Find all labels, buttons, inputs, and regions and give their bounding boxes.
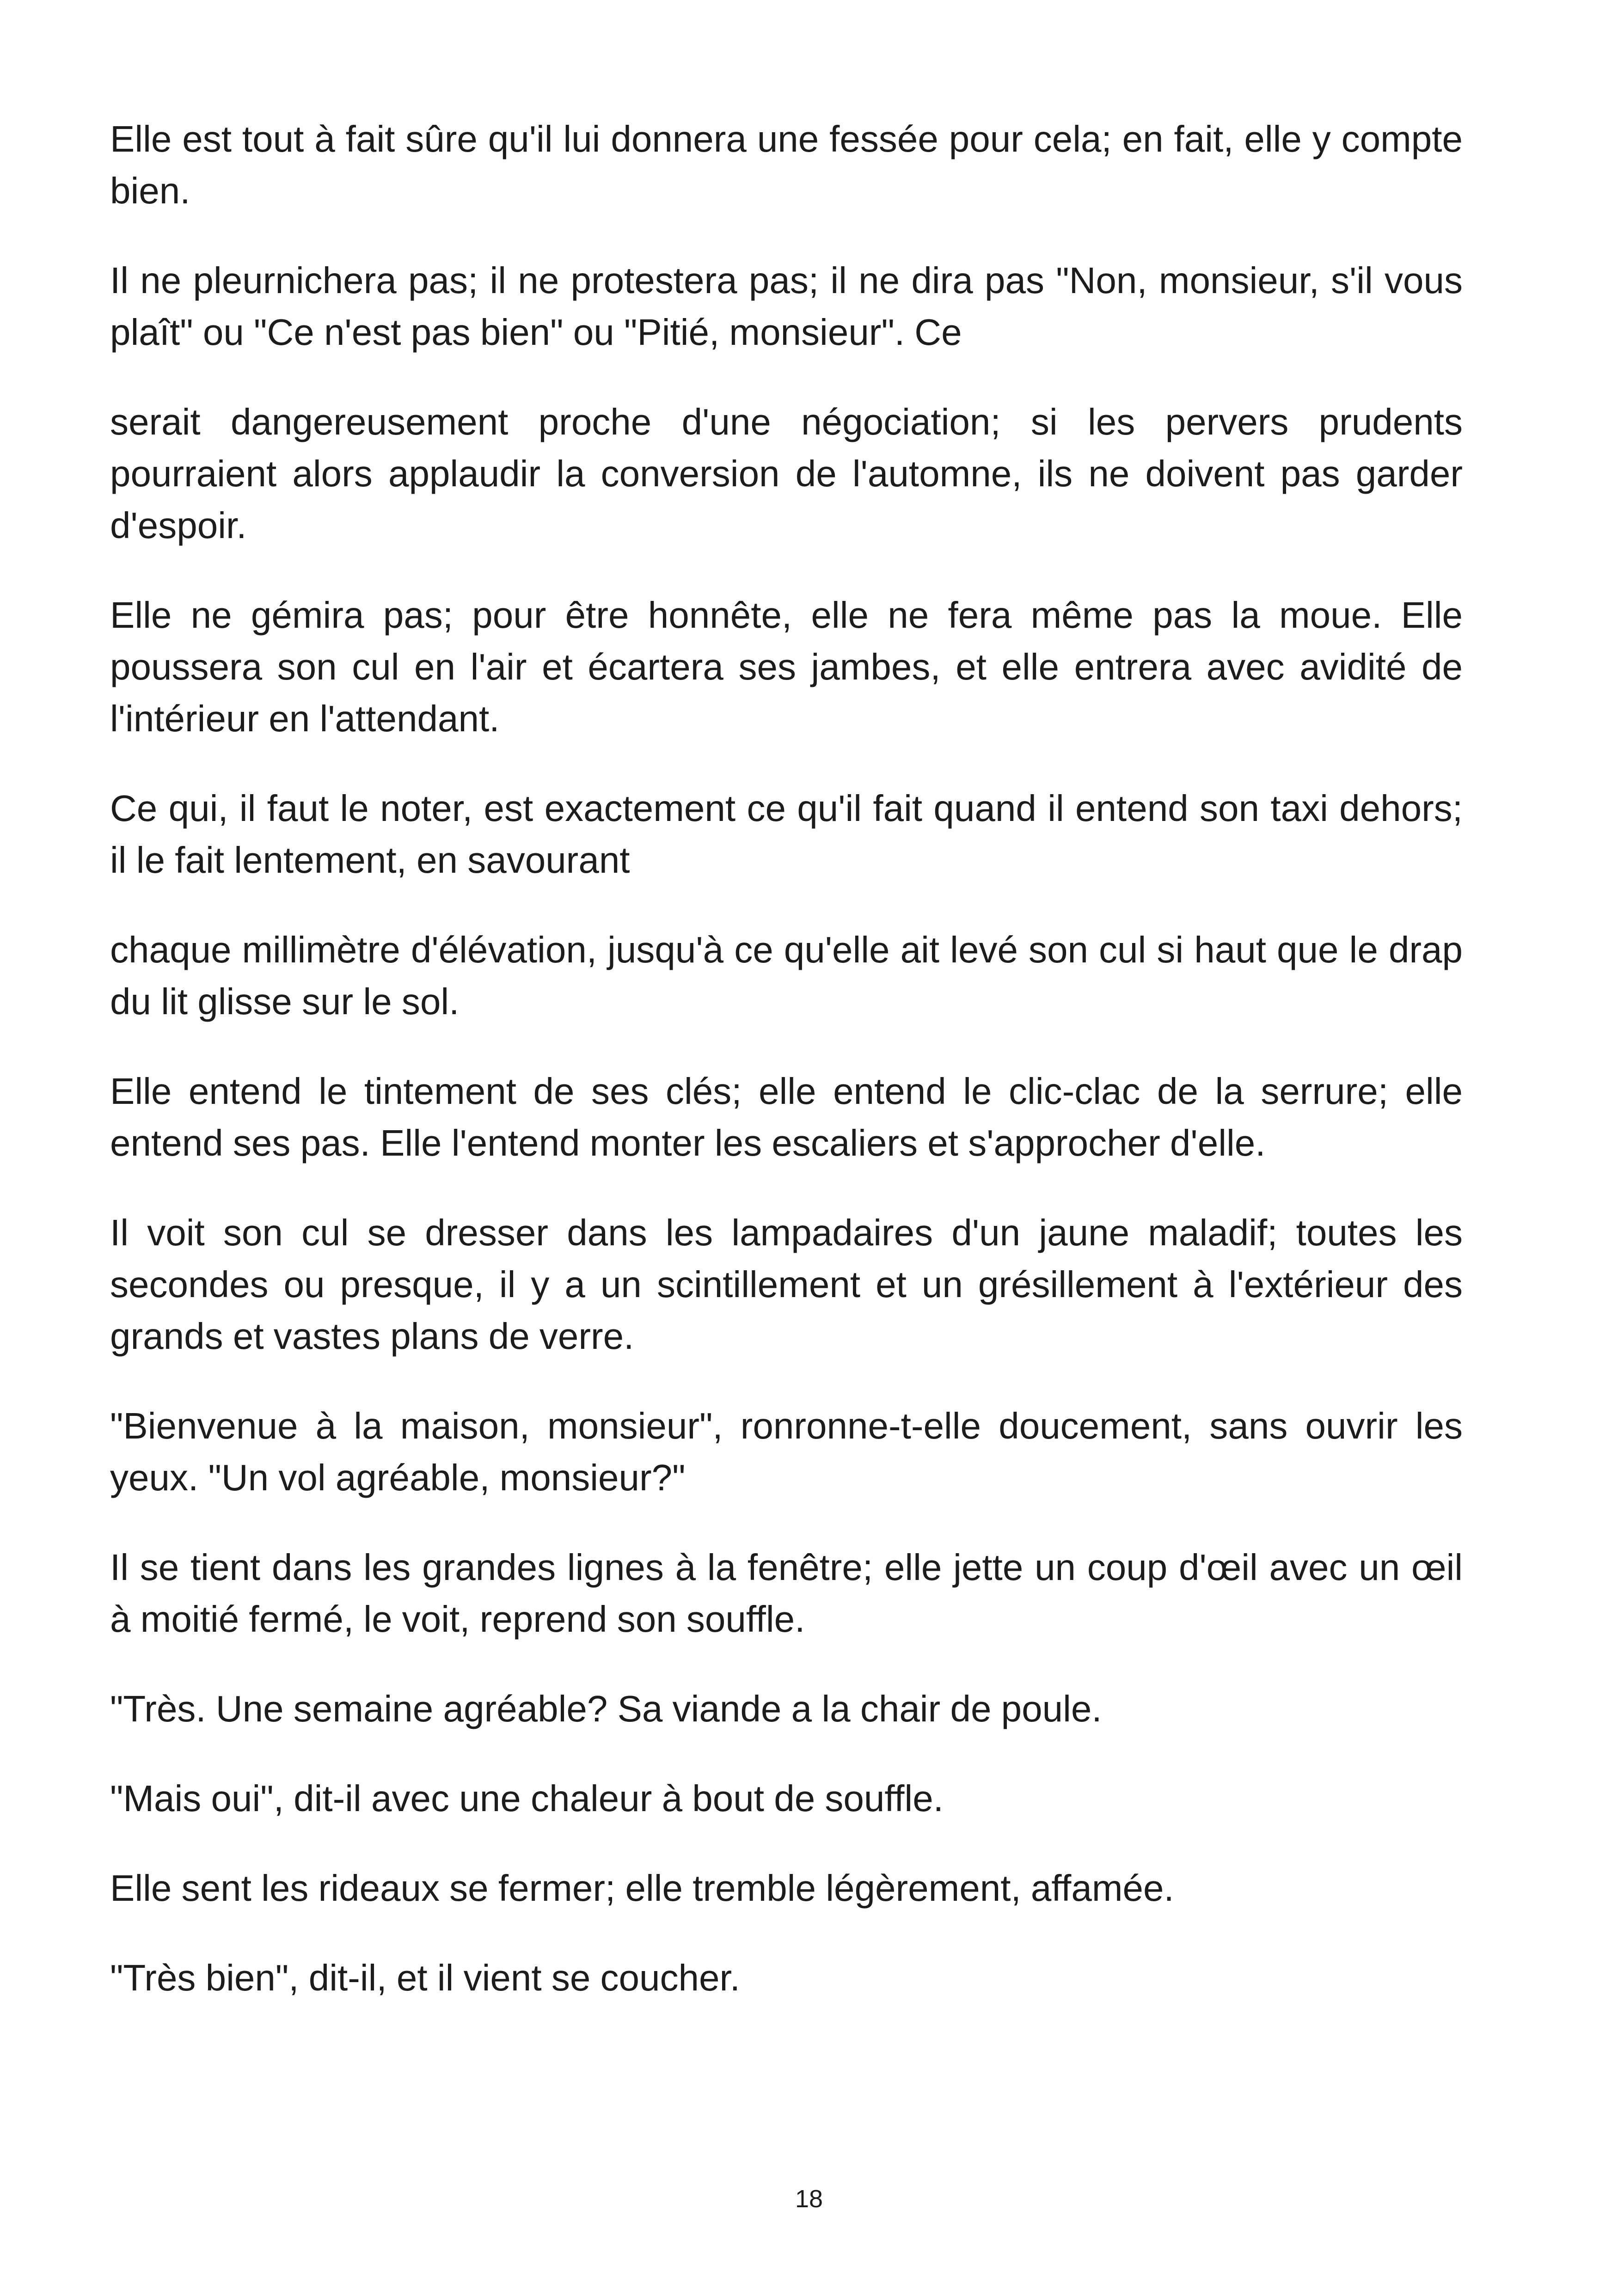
paragraph: "Très. Une semaine agréable? Sa viande a la chair de poule. [110,1688,1102,1729]
paragraph: Il ne pleurnichera pas; il ne protestera pas; il ne dira pas "Non, monsieur, s'il vous plaît" ou "Ce n'est pas bien" ou "Pitié, monsieur". Ce [110,260,1463,353]
paragraph: serait dangereusement proche d'une négociation; si les pervers prudents pourraient alors applaudir la conversion de l'automne, ils ne doivent pas garder d'espoir. [110,401,1463,546]
paragraph: Il se tient dans les grandes lignes à la fenêtre; elle jette un coup d'œil avec un œil à moitié fermé, le voit, reprend son souffle. [110,1547,1463,1640]
paragraph: "Très bien", dit-il, et il vient se coucher. [110,1957,740,1998]
paragraph: "Bienvenue à la maison, monsieur", ronronne-t-elle doucement, sans ouvrir les yeux. "Un vol agréable, monsieur?" [110,1405,1463,1498]
paragraph: Elle entend le tintement de ses clés; elle entend le clic-clac de la serrure; elle entend ses pas. Elle l'entend monter les escaliers et s'approcher d'elle. [110,1071,1463,1163]
paragraph: "Mais oui", dit-il avec une chaleur à bout de souffle. [110,1778,944,1819]
paragraph: Elle est tout à fait sûre qu'il lui donnera une fessée pour cela; en fait, elle y compte bien. [110,118,1463,211]
paragraph: Il voit son cul se dresser dans les lampadaires d'un jaune maladif; toutes les secondes ou presque, il y a un scintillement et un grésillement à l'extérieur des grands et vastes plans de verre. [110,1212,1463,1357]
page-number: 18 [795,2185,823,2213]
paragraph: Ce qui, il faut le noter, est exactement ce qu'il fait quand il entend son taxi dehors; il le fait lentement, en savourant [110,788,1463,881]
paragraph: chaque millimètre d'élévation, jusqu'à ce qu'elle ait levé son cul si haut que le drap du lit glisse sur le sol. [110,929,1463,1022]
paragraph: Elle ne gémira pas; pour être honnête, elle ne fera même pas la moue. Elle poussera son cul en l'air et écartera ses jambes, et elle entrera avec avidité de l'intérieur en l'attendant. [110,594,1463,739]
body-text [110,113,1463,2042]
paragraph: Elle sent les rideaux se fermer; elle tremble légèrement, affamée. [110,1867,1174,1909]
